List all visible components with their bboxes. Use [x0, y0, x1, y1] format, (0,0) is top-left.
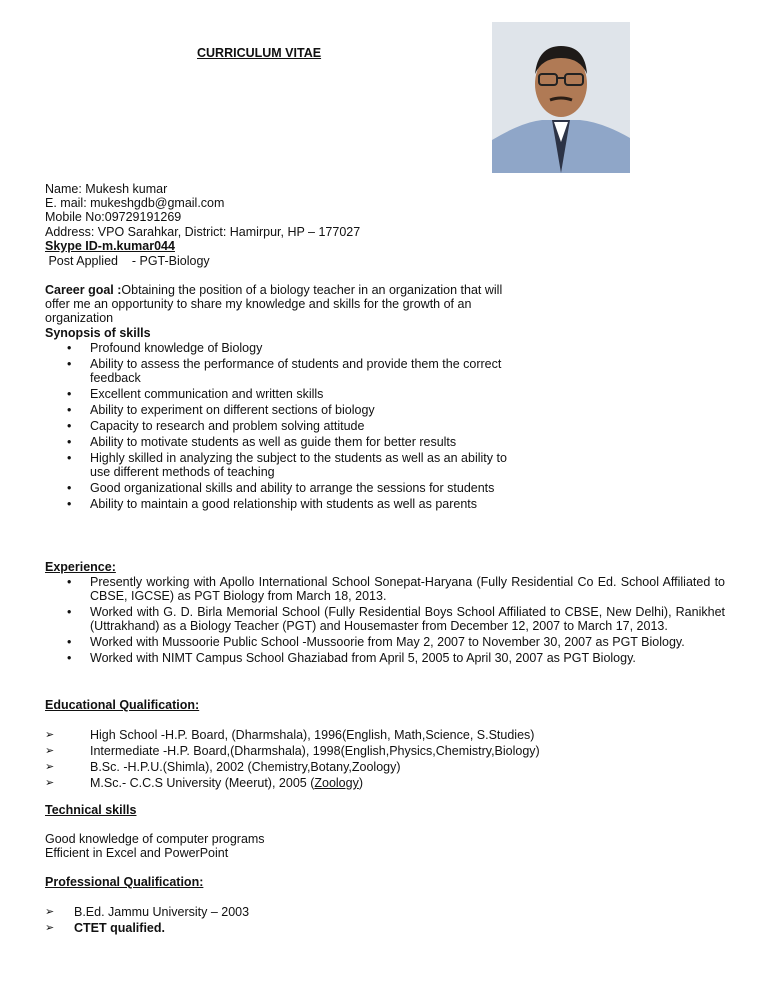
list-item: • Ability to maintain a good relationship with students as well as parents: [67, 497, 478, 511]
page-title: CURRICULUM VITAE: [197, 46, 322, 60]
list-item: • Worked with G. D. Birla Memorial School (Fully Residential Boys School Affiliated to CBSE, New Delhi), Ranikhet (Uttrakhand) as a Biology Teacher (PGT) and Housemaster from December 12, 2007 to March 17, 2013.: [67, 605, 725, 633]
zoology-link: Zoology: [314, 776, 359, 790]
contact-address: Address: VPO Sarahkar, District: Hamirpur, HP – 177027: [45, 225, 361, 239]
profile-photo: [492, 22, 630, 173]
bullet-icon: •: [67, 387, 72, 401]
skills-heading: Synopsis of skills: [45, 326, 151, 340]
bullet-icon: •: [67, 435, 72, 449]
bullet-icon: •: [67, 419, 72, 433]
list-item: • Ability to motivate students as well as guide them for better results: [67, 435, 457, 449]
bullet-icon: •: [67, 403, 72, 417]
bullet-icon: •: [67, 651, 72, 665]
arrow-bullet-icon: ➢: [45, 922, 55, 934]
arrow-bullet-icon: ➢: [45, 777, 55, 789]
list-item: • Excellent communication and written skills: [67, 387, 324, 401]
bullet-icon: •: [67, 635, 72, 649]
technical-line: Good knowledge of computer programs: [45, 832, 265, 846]
contact-name: Name: Mukesh kumar: [45, 182, 168, 196]
list-item: • Capacity to research and problem solving attitude: [67, 419, 365, 433]
bullet-icon: •: [67, 575, 72, 589]
list-item: • Worked with NIMT Campus School Ghaziabad from April 5, 2005 to April 30, 2007 as PGT Biology.: [67, 651, 636, 665]
bullet-icon: •: [67, 357, 72, 371]
list-item: • Ability to experiment on different sections of biology: [67, 403, 375, 417]
contact-mobile: Mobile No:09729191269: [45, 210, 182, 224]
list-item: • Presently working with Apollo International School Sonepat-Haryana (Fully Residential Co Ed. School Affiliated to CBSE, IGCSE) as PGT Biology from March 18, 2013.: [67, 575, 725, 603]
career-goal: [45, 283, 515, 325]
post-applied: Post Applied - PGT-Biology: [45, 254, 210, 268]
education-heading: Educational Qualification:: [45, 698, 200, 712]
bullet-icon: •: [67, 605, 72, 619]
bullet-icon: •: [67, 497, 72, 511]
contact-skype: Skype ID-m.kumar044: [45, 239, 175, 253]
skills-list: [45, 341, 520, 513]
career-goal-label: Career goal :: [45, 283, 122, 297]
arrow-bullet-icon: ➢: [45, 729, 55, 741]
list-item: • Highly skilled in analyzing the subject to the students as well as an ability to use different methods of teaching: [67, 451, 507, 479]
list-item: • Ability to assess the performance of students and provide them the correct feedback: [67, 357, 502, 385]
arrow-bullet-icon: ➢: [45, 761, 55, 773]
arrow-bullet-icon: ➢: [45, 906, 55, 918]
experience-heading: Experience:: [45, 560, 116, 574]
technical-line: Efficient in Excel and PowerPoint: [45, 846, 229, 860]
arrow-bullet-icon: ➢: [45, 745, 55, 757]
list-item: • Worked with Mussoorie Public School -Mussoorie from May 2, 2007 to November 30, 2007 as PGT Biology.: [67, 635, 685, 649]
bullet-icon: •: [67, 451, 72, 465]
list-item: • Good organizational skills and ability to arrange the sessions for students: [67, 481, 495, 495]
contact-email: E. mail: mukeshgdb@gmail.com: [45, 196, 225, 210]
bullet-icon: •: [67, 481, 72, 495]
experience-list: [45, 575, 725, 667]
list-item: • Profound knowledge of Biology: [67, 341, 263, 355]
technical-heading: Technical skills: [45, 803, 137, 817]
bullet-icon: •: [67, 341, 72, 355]
career-goal-text: Obtaining the position of a biology teacher in an organization that will offer me an opportunity to share my knowledge and skills for the growth of an organization: [45, 283, 503, 325]
professional-heading: Professional Qualification:: [45, 875, 204, 889]
